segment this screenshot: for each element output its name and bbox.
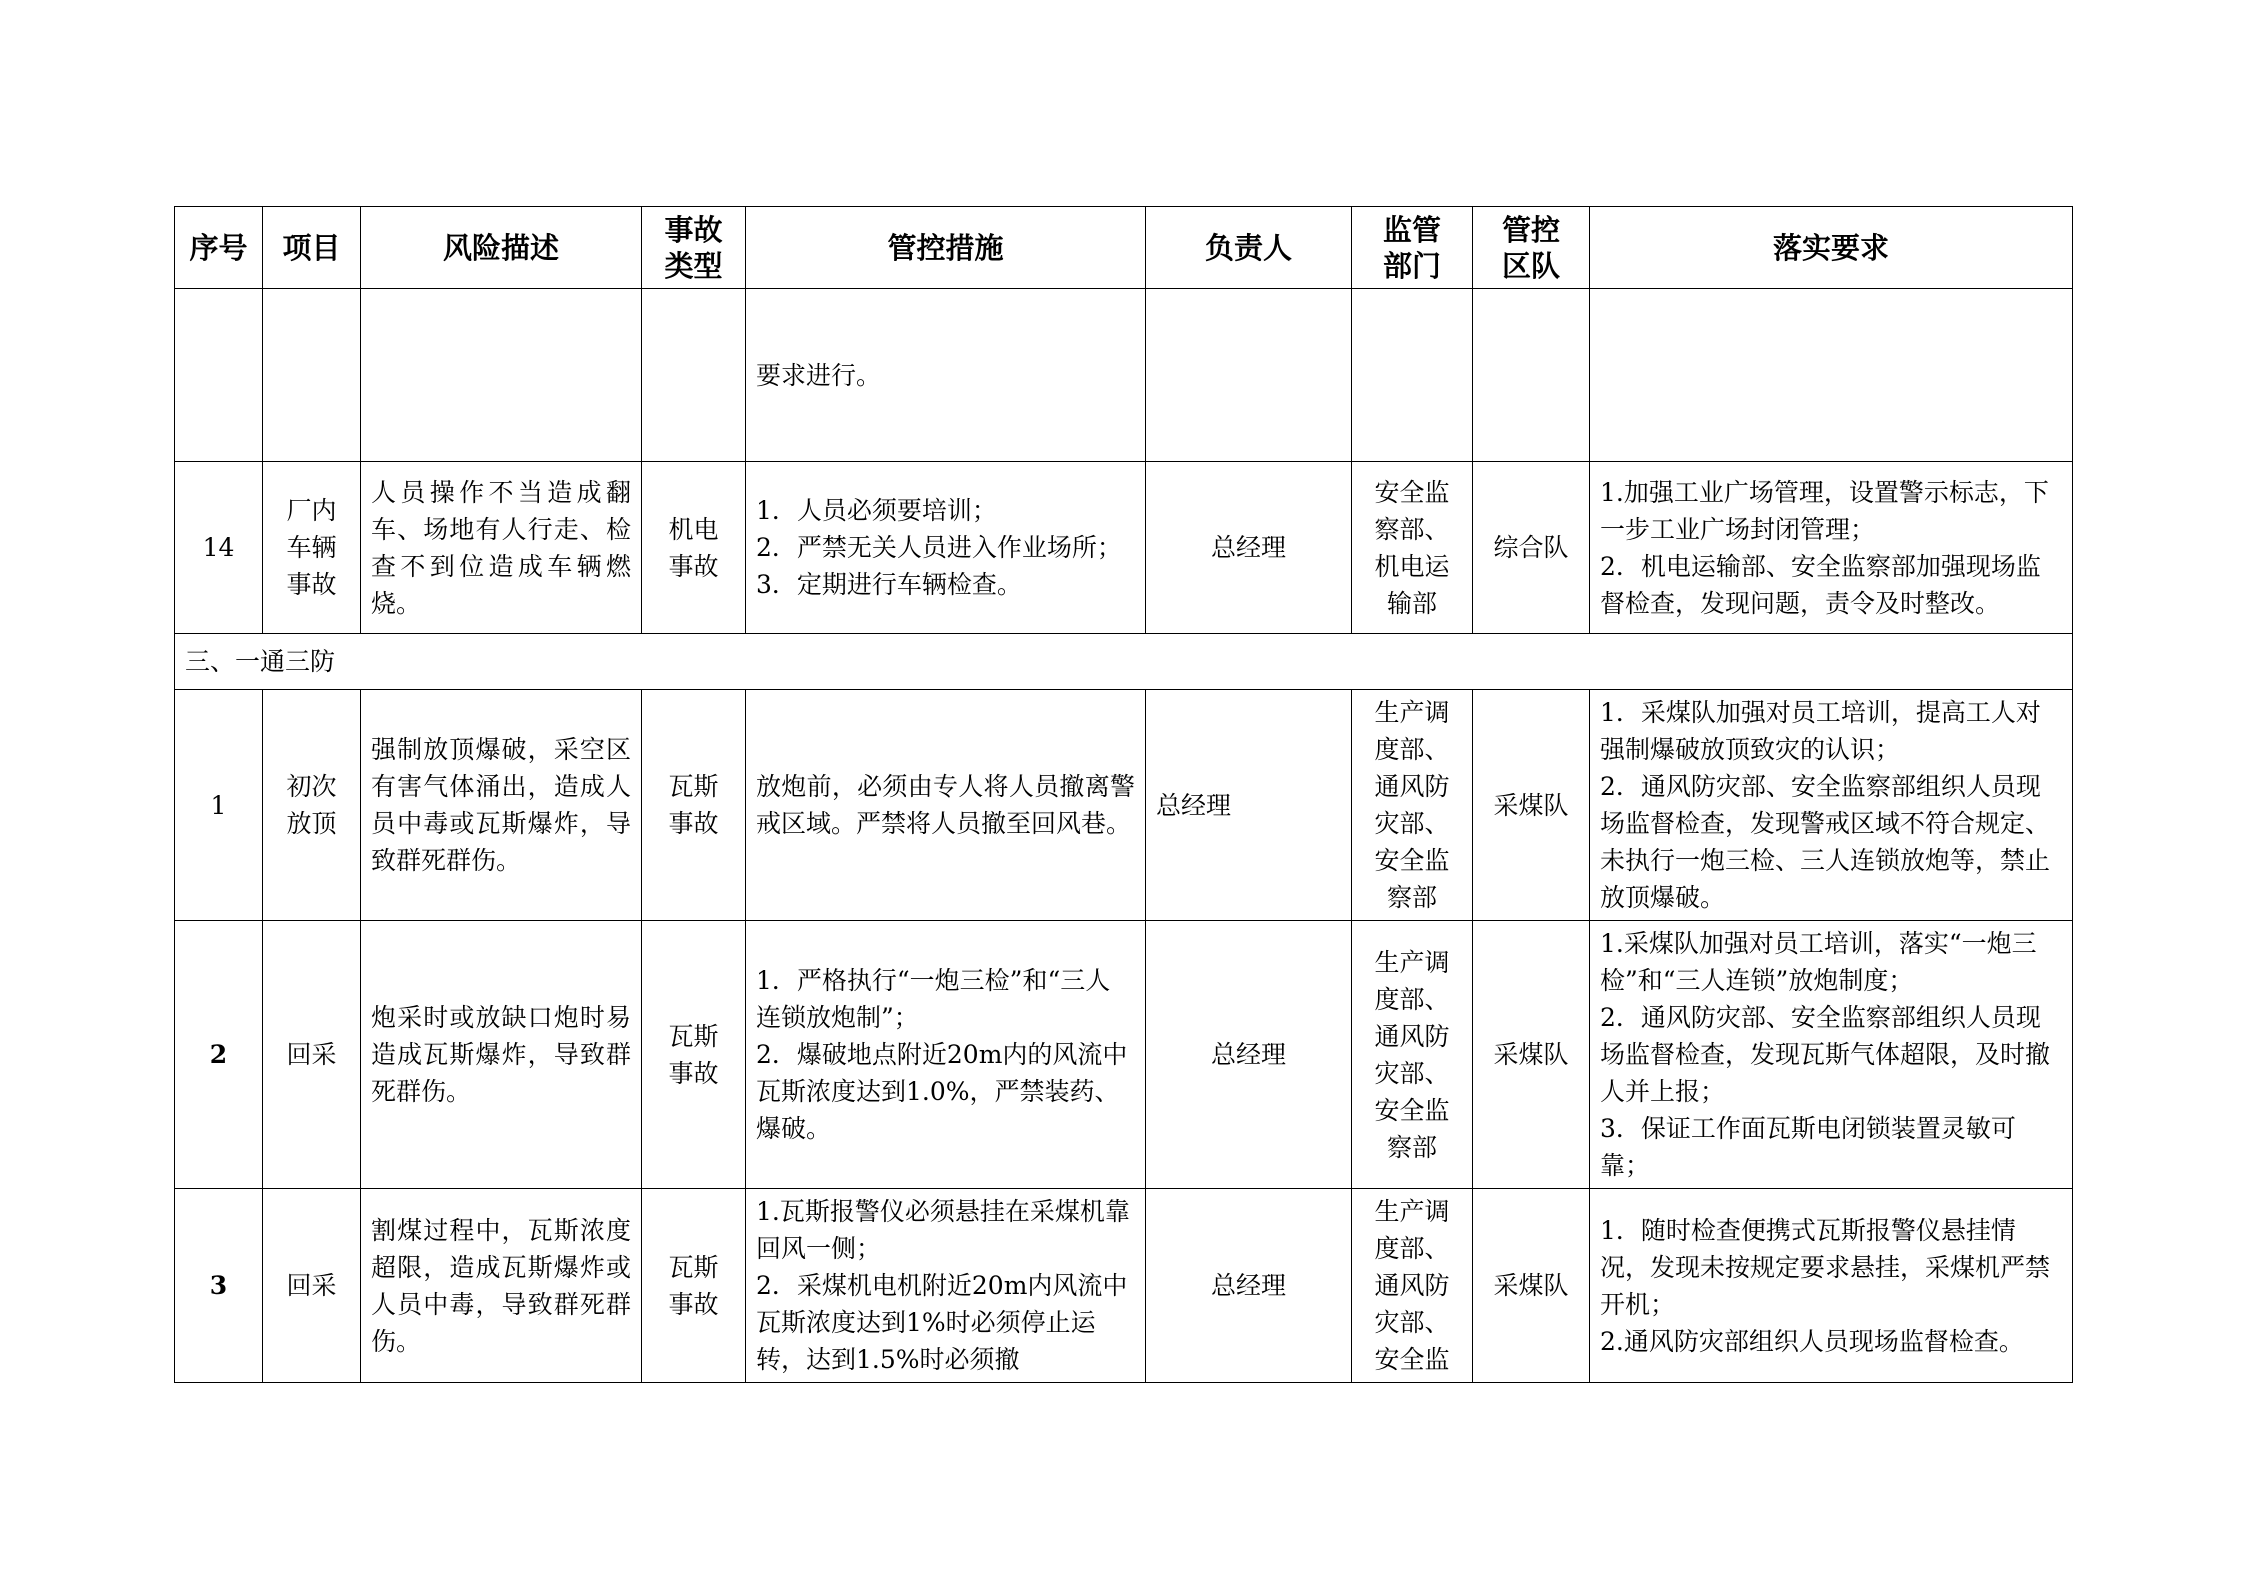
table-row-3 bbox=[175, 1189, 2073, 1383]
header-requirements: 落实要求 bbox=[1590, 207, 2073, 289]
cell-owner: 总经理 bbox=[1146, 462, 1352, 634]
table-row-14 bbox=[175, 462, 2073, 634]
cell-risk: 炮采时或放缺口炮时易造成瓦斯爆炸，导致群死群伤。 bbox=[361, 921, 642, 1189]
cell-supervise-dept: 生产调 度部、 通风防 灾部、 安全监 bbox=[1352, 1189, 1473, 1383]
cell-empty bbox=[1352, 289, 1473, 462]
cell-seq: 1 bbox=[175, 690, 263, 921]
cell-seq: 14 bbox=[175, 462, 263, 634]
header-item: 项目 bbox=[263, 207, 361, 289]
cell-measures: 放炮前，必须由专人将人员撤离警戒区域。严禁将人员撤至回风巷。 bbox=[746, 690, 1146, 921]
cell-accident-type: 瓦斯 事故 bbox=[642, 921, 746, 1189]
section-title: 三、一通三防 bbox=[175, 634, 2073, 690]
cell-seq: 2 bbox=[175, 921, 263, 1189]
cell-measures: 要求进行。 bbox=[746, 289, 1146, 462]
cell-item: 回采 bbox=[263, 1189, 361, 1383]
cell-supervise-dept: 安全监 察部、 机电运 输部 bbox=[1352, 462, 1473, 634]
cell-supervise-dept: 生产调 度部、 通风防 灾部、 安全监 察部 bbox=[1352, 690, 1473, 921]
cell-owner: 总经理 bbox=[1146, 690, 1352, 921]
cell-supervise-dept: 生产调 度部、 通风防 灾部、 安全监 察部 bbox=[1352, 921, 1473, 1189]
cell-control-team: 采煤队 bbox=[1473, 690, 1590, 921]
cell-empty bbox=[642, 289, 746, 462]
cell-measures: 1．人员必须要培训； 2．严禁无关人员进入作业场所； 3．定期进行车辆检查。 bbox=[746, 462, 1146, 634]
header-risk: 风险描述 bbox=[361, 207, 642, 289]
table-row-1 bbox=[175, 690, 2073, 921]
cell-control-team: 采煤队 bbox=[1473, 1189, 1590, 1383]
cell-requirements: 1.采煤队加强对员工培训，落实“一炮三检”和“三人连锁”放炮制度； 2．通风防灾部、安全监察部组织人员现场监督检查，发现瓦斯气体超限，及时撤人并上报； 3．保证工作面瓦斯电闭锁装置灵敏可靠； bbox=[1590, 921, 2073, 1189]
header-control-team: 管控 区队 bbox=[1473, 207, 1590, 289]
cell-empty bbox=[1146, 289, 1352, 462]
cell-measures: 1．严格执行“一炮三检”和“三人连锁放炮制”； 2．爆破地点附近20m内的风流中瓦斯浓度达到1.0%，严禁装药、爆破。 bbox=[746, 921, 1146, 1189]
cell-risk: 割煤过程中，瓦斯浓度超限，造成瓦斯爆炸或人员中毒，导致群死群伤。 bbox=[361, 1189, 642, 1383]
cell-item: 初次 放顶 bbox=[263, 690, 361, 921]
header-seq: 序号 bbox=[175, 207, 263, 289]
cell-measures: 1.瓦斯报警仪必须悬挂在采煤机靠回风一侧； 2．采煤机电机附近20m内风流中瓦斯浓度达到1%时必须停止运转，达到1.5%时必须撤 bbox=[746, 1189, 1146, 1383]
cell-empty bbox=[1473, 289, 1590, 462]
cell-control-team: 综合队 bbox=[1473, 462, 1590, 634]
cell-requirements: 1.加强工业广场管理，设置警示标志，下一步工业广场封闭管理； 2．机电运输部、安全监察部加强现场监督检查，发现问题，责令及时整改。 bbox=[1590, 462, 2073, 634]
cell-requirements: 1．随时检查便携式瓦斯报警仪悬挂情况，发现未按规定要求悬挂，采煤机严禁开机； 2.通风防灾部组织人员现场监督检查。 bbox=[1590, 1189, 2073, 1383]
cell-empty bbox=[263, 289, 361, 462]
cell-owner: 总经理 bbox=[1146, 921, 1352, 1189]
cell-requirements: 1．采煤队加强对员工培训，提高工人对强制爆破放顶致灾的认识； 2．通风防灾部、安全监察部组织人员现场监督检查，发现警戒区域不符合规定、未执行一炮三检、三人连锁放炮等，禁止放顶爆破。 bbox=[1590, 690, 2073, 921]
section-row bbox=[175, 634, 2073, 690]
header-measures: 管控措施 bbox=[746, 207, 1146, 289]
cell-seq: 3 bbox=[175, 1189, 263, 1383]
header-accident-type: 事故 类型 bbox=[642, 207, 746, 289]
cell-item: 厂内 车辆 事故 bbox=[263, 462, 361, 634]
cell-risk: 人员操作不当造成翻车、场地有人行走、检查不到位造成车辆燃烧。 bbox=[361, 462, 642, 634]
cell-control-team: 采煤队 bbox=[1473, 921, 1590, 1189]
cell-empty bbox=[361, 289, 642, 462]
header-owner: 负责人 bbox=[1146, 207, 1352, 289]
risk-control-table bbox=[174, 206, 2073, 1383]
cell-empty bbox=[1590, 289, 2073, 462]
cell-empty bbox=[175, 289, 263, 462]
cell-item: 回采 bbox=[263, 921, 361, 1189]
cell-risk: 强制放顶爆破，采空区有害气体涌出，造成人员中毒或瓦斯爆炸，导致群死群伤。 bbox=[361, 690, 642, 921]
header-row bbox=[175, 207, 2073, 289]
cell-accident-type: 瓦斯 事故 bbox=[642, 1189, 746, 1383]
cell-accident-type: 瓦斯 事故 bbox=[642, 690, 746, 921]
table-row-2 bbox=[175, 921, 2073, 1189]
cell-accident-type: 机电 事故 bbox=[642, 462, 746, 634]
header-supervise-dept: 监管 部门 bbox=[1352, 207, 1473, 289]
table-row-continued bbox=[175, 289, 2073, 462]
cell-owner: 总经理 bbox=[1146, 1189, 1352, 1383]
